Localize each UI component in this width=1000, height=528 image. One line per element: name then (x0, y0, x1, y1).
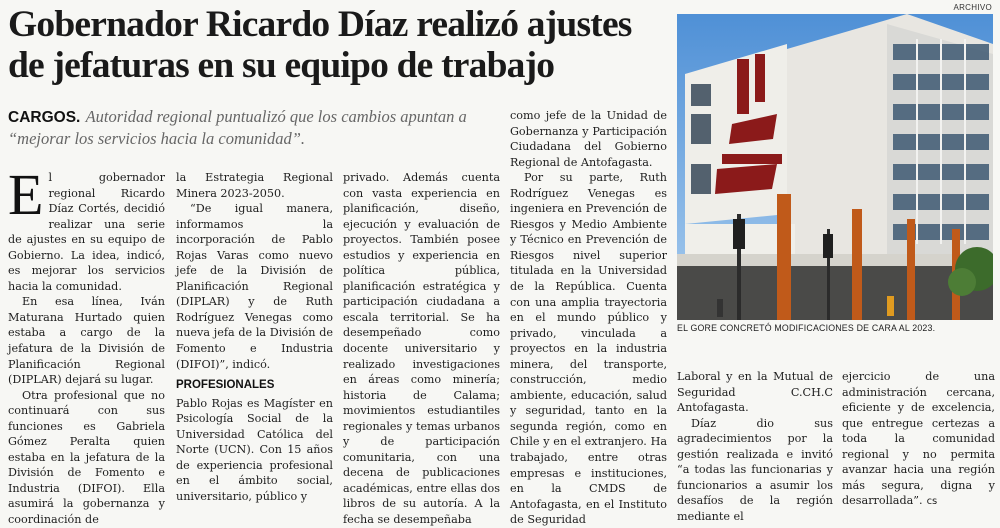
paragraph: privado. Además cuenta con vasta experiencia en planificación, diseño, ejecución y evaluación de proyectos. También posee estudios y experiencia en política pública, planificación estratégica y participación ciudadana a escala territorial. Se ha desempeñado como docente universitario y realizado investigaciones en áreas como minería; historia de Calama; movimientos estudiantiles regionales y temas urbanos y de participación comunitaria, con una decena de publicaciones académicas, entre ellas dos libros de su autoría. A la fecha se desempeñaba (343, 171, 500, 527)
deck-tag: CARGOS. (8, 109, 81, 126)
building-illustration (677, 14, 993, 320)
photo-caption: EL GORE CONCRETÓ MODIFICACIONES DE CARA AL 2023. (677, 323, 936, 333)
deck-text: Autoridad regional puntualizó que los cambios apuntan a “mejorar los servicios hacia la comunidad”. (8, 107, 467, 148)
column-2 (176, 170, 333, 504)
column-3 (343, 170, 500, 528)
column-4 (510, 108, 667, 528)
deck (8, 106, 503, 149)
paragraph: Por su parte, Ruth Rodríguez Venegas es ingeniera en Prevención de Riesgos y Medio Ambiente y Técnico en Prevención de Riesgos nivel superior titulada en la Universidad de la República. Cuenta con una amplia trayectoria en el mundo público y privado, vinculada a proyectos en la industria minera, del transporte, construcción, medio ambiente, educación, salud y seguridad, tanto en la segunda región, como en Chile y en el extranjero. Ha trabajado, entre otras empresas e instituciones, en la CMDS de Antofagasta, en el Instituto de Seguridad (510, 171, 667, 527)
column-6 (842, 369, 995, 510)
subhead: PROFESIONALES (176, 379, 275, 392)
paragraph (8, 162, 165, 294)
building-photo (677, 14, 993, 320)
paragraph-text: l gobernador regional Ricardo Díaz Cortés, decidió realizar una serie de ajustes en su equipo de Gobierno. La idea, indicó, es mejorar los servicios hacia la comunidad. (8, 171, 165, 293)
paragraph: Otra profesional que no continuará con sus funciones es Gabriela Gómez Peralta quien estaba en la jefatura de la División de Fomento e Industria (DIFOI). Ella asumirá la gobernanza y coordinación de (8, 388, 165, 527)
paragraph: Díaz dio sus agradecimientos por la gestión realizada e invitó “a todas las funcionarias y funcionarios a asumir los desafíos de la región mediante el (677, 416, 833, 523)
drop-cap: E (8, 162, 44, 227)
column-5 (677, 369, 833, 524)
paragraph: como jefe de la Unidad de Gobernanza y Participación Ciudadana del Gobierno Regional de Antofagasta. (510, 109, 667, 169)
paragraph: En esa línea, Iván Maturana Hurtado quien estaba a cargo de la jefatura de la División de Planificación Regional (DIPLAR) dejará su lugar. (8, 295, 165, 387)
photo-credit: ARCHIVO (953, 3, 992, 12)
column-1 (8, 162, 165, 528)
headline: Gobernador Ricardo Díaz realizó ajustes de jefaturas en su equipo de trabajo (8, 4, 632, 86)
paragraph: la Estrategia Regional Minera 2023-2050. (176, 171, 333, 200)
paragraph (842, 369, 995, 510)
paragraph: “De igual manera, informamos la incorporación de Pablo Rojas Varas como nuevo jefe de la División de Planificación Regional (DIPLAR) y de Ruth Rodríguez Venegas como nueva jefa de la División de Fomento e Industria (DIFOI)”, indicó. (176, 202, 333, 371)
paragraph-text: ejercicio de una administración cercana, eficiente y de excelencia, que entregue certezas a toda la comunidad regional y no permita avanzar hacia una región más segura, digna y desarrollada”. (842, 370, 995, 508)
end-mark: cs (926, 496, 938, 508)
paragraph: Pablo Rojas es Magíster en Psicología Social de la Universidad Católica del Norte (UCN). Con 15 años de experiencia profesional en el ámbito social, universitario, público y (176, 396, 333, 503)
paragraph: Laboral y en la Mutual de Seguridad C.CH.C Antofagasta. (677, 370, 833, 415)
